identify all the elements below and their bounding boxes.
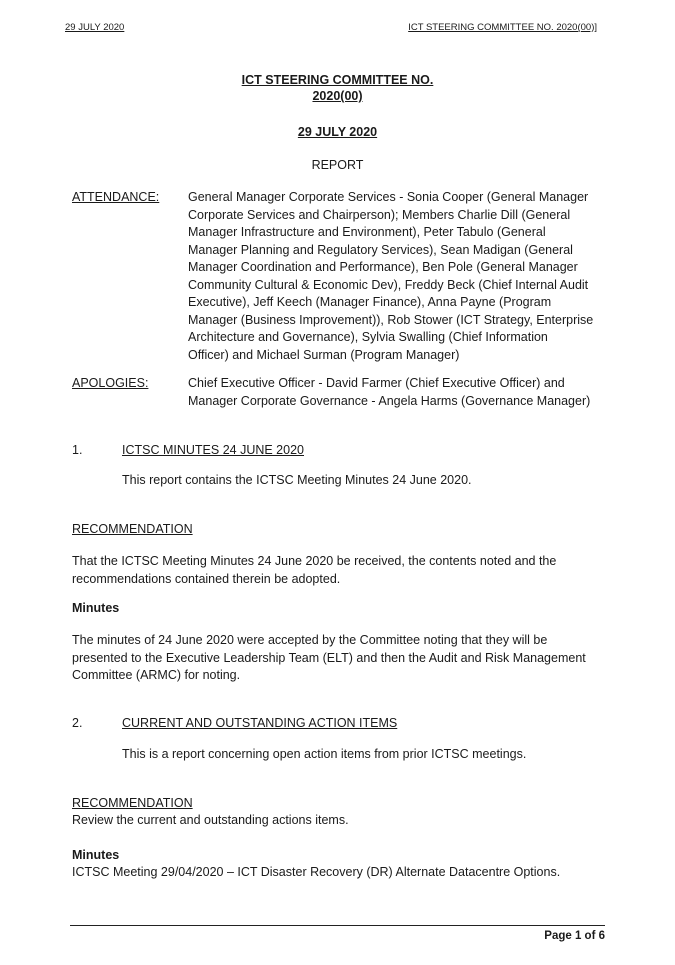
section-2-title: CURRENT AND OUTSTANDING ACTION ITEMS bbox=[122, 716, 398, 730]
title-line-2: 2020(00) bbox=[312, 89, 363, 103]
attendance-line: Community Cultural & Economic Dev), Freddy Beck (Chief Internal Audit bbox=[188, 277, 589, 292]
title-line-1: ICT STEERING COMMITTEE NO. bbox=[241, 73, 434, 87]
minutes-line: Committee (ARMC) for noting. bbox=[72, 668, 241, 682]
page-number: Page 1 of 6 bbox=[544, 930, 605, 942]
apologies-line: Chief Executive Officer - David Farmer (Chief Executive Officer) and bbox=[188, 376, 565, 390]
header-reference: ICT STEERING COMMITTEE NO. 2020(00)] bbox=[408, 22, 597, 33]
section-1-minutes-heading: Minutes bbox=[72, 601, 120, 615]
document-title bbox=[0, 72, 675, 104]
attendance-line: Architecture and Governance), Sylvia Swalling (Chief Information bbox=[188, 330, 548, 344]
attendance-label: ATTENDANCE: bbox=[72, 190, 160, 204]
section-1-title: ICTSC MINUTES 24 JUNE 2020 bbox=[122, 443, 304, 457]
attendance-line: Manager Coordination and Performance), Ben Pole (General Manager bbox=[188, 260, 578, 274]
attendance-line: Manager (Business Improvement)), Rob Stower (ICT Strategy, Enterprise bbox=[188, 312, 594, 327]
section-1-recommendation-text bbox=[72, 553, 612, 588]
section-2-minutes-text: ICTSC Meeting 29/04/2020 – ICT Disaster Recovery (DR) Alternate Datacentre Options. bbox=[72, 865, 561, 879]
attendance-line: Executive), Jeff Keech (Manager Finance), Anna Payne (Program bbox=[188, 295, 552, 309]
apologies-line: Manager Corporate Governance - Angela Harms (Governance Manager) bbox=[188, 393, 591, 408]
recommendation-line: That the ICTSC Meeting Minutes 24 June 2020 be received, the contents noted and the bbox=[72, 554, 557, 568]
section-1-minutes-text bbox=[72, 632, 632, 685]
minutes-line: presented to the Executive Leadership Team (ELT) and then the Audit and Risk Management bbox=[72, 650, 586, 665]
attendance-line: Manager Infrastructure and Environment), Peter Tabulo (General bbox=[188, 225, 546, 239]
attendance-line: Manager Planning and Regulatory Services), Sean Madigan (General bbox=[188, 242, 573, 257]
section-1-recommendation-heading: RECOMMENDATION bbox=[72, 522, 193, 536]
attendance-text bbox=[188, 189, 618, 364]
meeting-date: 29 JULY 2020 bbox=[297, 125, 378, 139]
recommendation-line: recommendations contained therein be adopted. bbox=[72, 571, 341, 586]
section-2-intro: This is a report concerning open action items from prior ICTSC meetings. bbox=[122, 747, 527, 761]
attendance-line: General Manager Corporate Services - Sonia Cooper (General Manager bbox=[188, 190, 589, 204]
attendance-line: Officer) and Michael Surman (Program Manager) bbox=[188, 347, 460, 362]
report-label: REPORT bbox=[311, 158, 364, 172]
attendance-line: Corporate Services and Chairperson); Members Charlie Dill (General bbox=[188, 207, 571, 222]
footer-rule bbox=[70, 925, 605, 926]
section-2-recommendation-text: Review the current and outstanding actions items. bbox=[72, 813, 349, 827]
minutes-line: The minutes of 24 June 2020 were accepted by the Committee noting that they will be bbox=[72, 633, 548, 647]
section-1-intro: This report contains the ICTSC Meeting Minutes 24 June 2020. bbox=[122, 473, 472, 487]
section-2-minutes-heading: Minutes bbox=[72, 848, 120, 862]
section-1-number: 1. bbox=[72, 443, 83, 457]
apologies-text bbox=[188, 375, 618, 410]
header-date: 29 JULY 2020 bbox=[65, 22, 125, 33]
section-2-recommendation-heading: RECOMMENDATION bbox=[72, 796, 193, 810]
apologies-label: APOLOGIES: bbox=[72, 376, 149, 390]
section-2-number: 2. bbox=[72, 716, 83, 730]
